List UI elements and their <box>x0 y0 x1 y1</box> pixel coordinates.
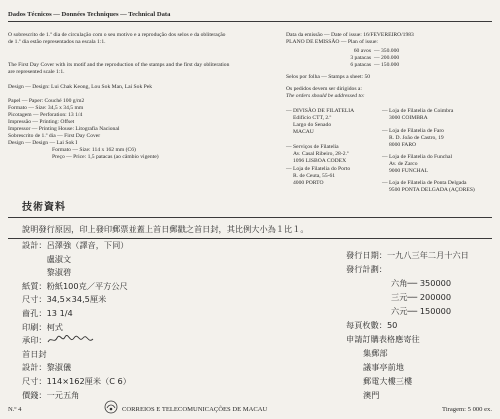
zh-printer: 承印： <box>22 335 131 349</box>
office-faro: — Loja de Filatelia de Faro R. D. João de Castro, 19 8000 FARO <box>382 128 444 148</box>
design-line <box>8 84 152 91</box>
perforation-line: Picotagem — Perforation: 13 1/4 <box>8 112 83 118</box>
office-coimbra: — Loja de Filatelia de Coimbra 3000 COIMBRA <box>382 108 454 121</box>
chinese-rule-mid <box>8 238 492 239</box>
paper-line: Papel — Paper: Couché 100 g/m2 <box>8 98 85 104</box>
format-line: Formato — Size: 34,5 x 34,5 mm <box>8 105 84 111</box>
plan-qty-2: — 200.000 <box>374 55 400 61</box>
chinese-rule-top <box>8 217 492 218</box>
issue-date: Data da emissão — Date of issue: 16/FEVEREIRO/1983 <box>286 32 414 38</box>
plan-qty-3: — 150.000 <box>374 62 400 68</box>
zh-designer-2: 盧淑文 <box>22 253 72 264</box>
plan-denom-2: 3 patacas <box>350 55 371 61</box>
zh-issue-date: 發行日期：一九八三年二月十六日 <box>346 250 469 260</box>
zh-addr-2: 議事亭前地 <box>363 362 404 372</box>
chinese-left-list <box>22 240 131 403</box>
chinese-intro: 說明發行原因，印上發印郵票並蓋上首日郵戳之首日封，其比例大小為１比１。 <box>22 224 309 234</box>
stamps-per-sheet: Selos por folha — Stamps a sheet: 50 <box>286 74 371 80</box>
print-run: Tiragem: 5 000 ex. <box>442 406 492 413</box>
zh-printing: 印刷：柯式 <box>22 321 63 332</box>
ctt-emblem-icon <box>104 400 118 414</box>
printing-line: Impressão — Printing: Offset <box>8 119 75 125</box>
zh-fdc: 首日封 <box>22 348 47 359</box>
zh-fdc-size: 尺寸：114×162厘米（C 6） <box>22 375 131 386</box>
sheet-number: N.º 4 <box>8 406 22 413</box>
zh-perforation: 齒孔：13 1/4 <box>22 307 73 318</box>
zh-size: 尺寸：34,5×34,5厘米 <box>22 294 107 305</box>
design-label: Design — Design: <box>8 84 50 90</box>
office-lisboa: — Serviços de Filatelia Av. Casal Ribeiro, 28-2.º 1096 LISBOA CODEX <box>286 144 349 164</box>
fdc-price-line: Preço — Price: 1,5 patacas (ao câmbio vigente) <box>52 154 159 160</box>
fdc-design-line: Design — Design — Lai Sok I <box>8 140 78 146</box>
zh-addr-3: 郵電大樓三樓 <box>363 376 413 386</box>
intro-en-2: are represented scale 1:1. <box>8 69 65 75</box>
fdc-line: Sobrescrito de 1.º dia — First Day Cover <box>8 133 101 139</box>
zh-plan-1: 六角── 350000 <box>391 278 452 288</box>
printer-name-scribble <box>47 335 95 345</box>
zh-issue-plan: 發行計劃： <box>346 264 387 274</box>
fdc-format-line: Formato — Size: 114 x 162 mm (C6) <box>52 147 136 153</box>
issue-plan-label: PLANO DE EMISSÃO — Plan of issue: <box>286 39 378 45</box>
zh-plan-3: 六元── 150000 <box>391 306 452 316</box>
plan-denom-3: 6 patacas <box>350 62 371 68</box>
zh-plan-2: 三元── 200000 <box>391 292 452 302</box>
office-funchal: — Loja de Filatelia do Funchal Av. de Zarco 9000 FUNCHAL <box>382 154 453 174</box>
organization-name: CORREIOS E TELECOMUNICAÇÕES DE MACAU <box>122 406 268 413</box>
zh-fdc-price: 價錢：一元五角 <box>22 389 80 400</box>
office-macau: — DIVISÃO DE FILATELIA Edifício CTT, 2.º Largo do Senado MACAU <box>286 108 355 135</box>
intro-pt-2: de 1.º dia estão representados na escala 1:1. <box>8 39 106 45</box>
orders-pt: Os pedidos devem ser dirigidos a: <box>286 86 362 92</box>
zh-order-to: 申請訂購表格應寄往 <box>346 334 420 344</box>
zh-design: 設計：呂澤強（譯音，下同） <box>22 240 129 250</box>
design-value: Lui Chak Keong, Lou Sok Man, Lai Sok Pek <box>51 84 153 90</box>
zh-per-sheet: 每頁枚數：50 <box>346 320 398 330</box>
chinese-heading: 技術資料 <box>22 202 66 213</box>
plan-qty-1: — 350.000 <box>374 48 400 54</box>
zh-designer-3: 黎淑碧 <box>22 267 72 278</box>
zh-addr-4: 澳門 <box>363 390 380 400</box>
orders-en: The orders should be addressed to: <box>286 93 365 99</box>
zh-paper: 紙質：粉紙100克／平方公尺 <box>22 280 128 291</box>
intro-en: The First Day Cover with its motif and the reproduction of the stamps and the first day obliteration <box>8 62 230 68</box>
office-porto: — Loja de Filatelia do Porto R. de Ceuta, 55-61 4000 PORTO <box>286 166 351 186</box>
plan-denom-1: 60 avos <box>353 48 371 54</box>
page-title: Dados Técnicos — Données Techniques — Technical Data <box>8 11 171 18</box>
office-ponta-delgada: — Loja de Filatelia de Ponta Delgada 9500 PONTA DELGADA (AÇORES) <box>382 180 475 193</box>
header-rule <box>8 21 492 22</box>
zh-fdc-design: 設計：黎淑儀 <box>22 362 72 373</box>
intro-pt: O sobrescrito de 1.º dia de circulação com o seu motivo e a reprodução dos selos e da obliteração <box>8 32 226 38</box>
printer-line: Impressor — Printing House: Litografia Nacional <box>8 126 120 132</box>
zh-addr-1: 集郵部 <box>363 348 388 358</box>
